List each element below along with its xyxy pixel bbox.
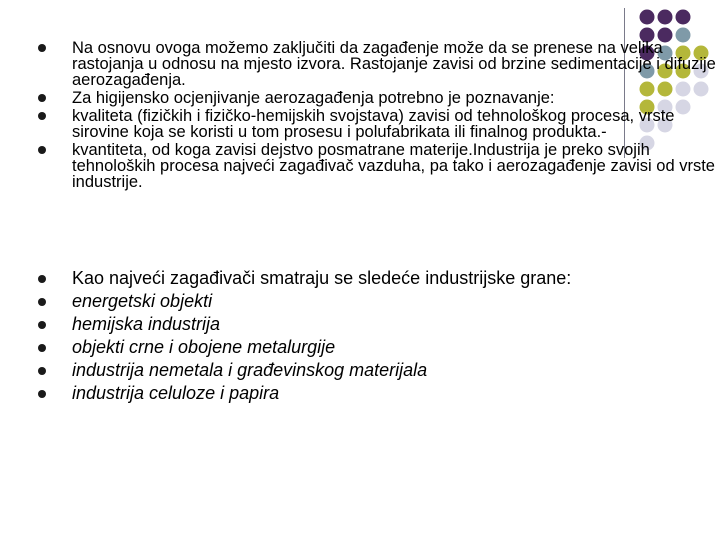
- decor-dot: [640, 10, 655, 25]
- list-item-text: , od koga zavisi dejstvo posmatrane materije.Industrija je preko svojih tehnoloških procesa najveći zagađivač vazduha, pa tako i aerozagađenje zavisi od vrste industrije.: [72, 141, 715, 191]
- list-item: [38, 313, 571, 336]
- list-item: [38, 290, 571, 313]
- decor-dot: [676, 10, 691, 25]
- bullet-icon: [38, 112, 46, 120]
- list-item-term: kvaliteta: [72, 107, 133, 125]
- list-item: [38, 359, 571, 382]
- industry-name: hemijska industrija: [72, 314, 221, 334]
- list-item: [38, 336, 571, 359]
- bullet-icon: [38, 146, 46, 154]
- industry-name: industrija nemetala i građevinskog materijala: [72, 360, 428, 380]
- bullet-icon: [38, 94, 46, 102]
- decor-dot: [658, 10, 673, 25]
- industry-list: [38, 267, 571, 405]
- paragraph-list: [38, 40, 720, 190]
- bullet-icon: [38, 344, 46, 352]
- bullet-icon: [38, 390, 46, 398]
- list-item: [38, 108, 720, 140]
- list-item: [38, 267, 571, 290]
- list-item: [38, 382, 571, 405]
- list-item-term: kvantiteta: [72, 141, 143, 159]
- list-item-text: (fizičkih i fizičko-hemijskih svojstava) zavisi od tehnološkog procesa, vrste sirovine koja se koristi u tom prosesu i polufabrikata ili finalnog produkta.-: [72, 107, 675, 141]
- bullet-icon: [38, 367, 46, 375]
- list-item: [38, 40, 720, 88]
- bullet-icon: [38, 321, 46, 329]
- industry-name: industrija celuloze i papira: [72, 383, 280, 403]
- list-intro-text: Kao najveći zagađivači smatraju se sledeće industrijske grane:: [72, 268, 572, 288]
- bullet-icon: [38, 275, 46, 283]
- bullet-icon: [38, 44, 46, 52]
- industry-name: objekti crne i obojene metalurgije: [72, 337, 336, 357]
- list-item-text: Na osnovu ovoga možemo zaključiti da zagađenje može da se prenese na velika rastojanja u odnosu na mjesto izvora. Rastojanje zavisi od brzine sedimentacije i difuzije aerozagađenja.: [72, 39, 716, 89]
- list-item-text: Za higijensko ocjenjivanje aerozagađenja potrebno je poznavanje:: [72, 89, 555, 107]
- industry-name: energetski objekti: [72, 291, 213, 311]
- list-item: [38, 142, 720, 190]
- list-item: [38, 90, 720, 106]
- bullet-icon: [38, 298, 46, 306]
